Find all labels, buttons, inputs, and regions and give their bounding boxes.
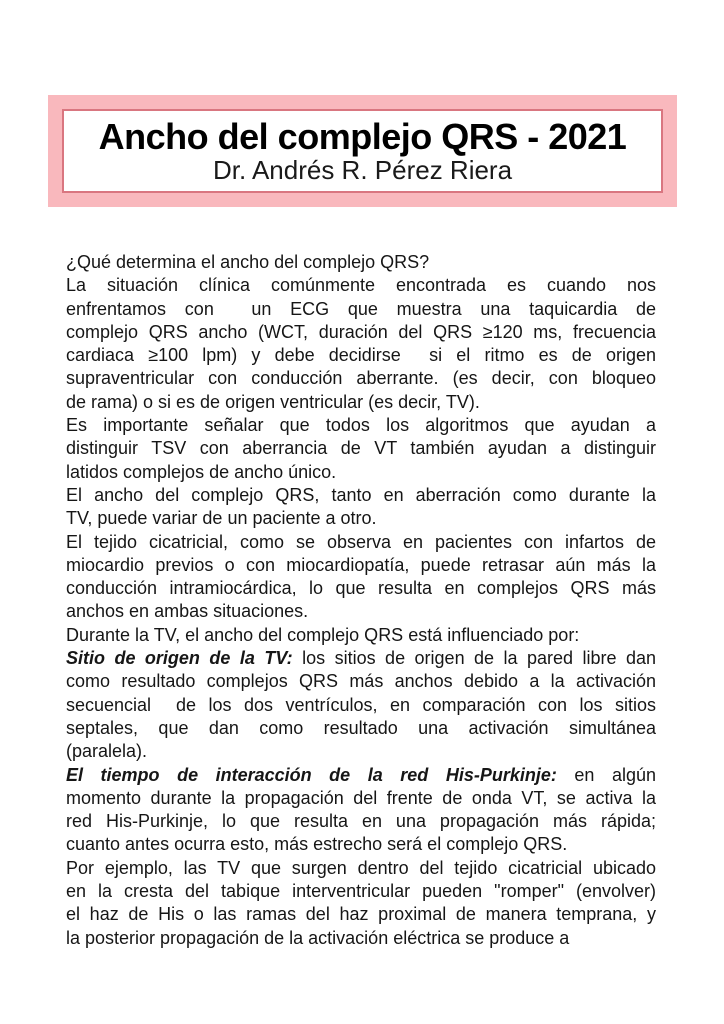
text-line bbox=[66, 624, 656, 647]
lead-in-phrase: Sitio de origen de la TV: bbox=[66, 648, 293, 669]
text-segment: ¿Qué determina el ancho del complejo QRS? bbox=[66, 252, 430, 272]
text-segment: complejo QRS ancho (WCT, duración del QRS ≥120 ms, frecuencia bbox=[66, 321, 656, 342]
text-line bbox=[66, 647, 656, 670]
text-line bbox=[66, 531, 656, 554]
text-line bbox=[66, 251, 656, 274]
text-segment: Durante la TV, el ancho del complejo QRS está influenciado por: bbox=[66, 624, 580, 645]
text-segment: El ancho del complejo QRS, tanto en aberración como durante la bbox=[66, 484, 656, 505]
text-segment: momento durante la propagación del frente de onda VT, se activa la bbox=[66, 787, 656, 808]
text-line bbox=[66, 437, 656, 460]
text-line bbox=[66, 274, 656, 297]
text-line bbox=[66, 367, 656, 390]
author-subtitle: Dr. Andrés R. Pérez Riera bbox=[212, 155, 513, 186]
text-line bbox=[66, 833, 656, 856]
text-line bbox=[66, 857, 656, 880]
text-line bbox=[66, 600, 656, 623]
text-line bbox=[66, 461, 656, 484]
text-segment: enfrentamos con un ECG que muestra una taquicardia de bbox=[66, 298, 656, 319]
text-segment: en algún bbox=[556, 764, 656, 785]
text-line bbox=[66, 717, 656, 740]
text-segment: (paralela). bbox=[66, 741, 148, 762]
text-line bbox=[66, 298, 656, 321]
text-segment: como resultado complejos QRS más anchos debido a la activación bbox=[66, 671, 656, 692]
title-box bbox=[48, 95, 677, 207]
text-segment: cardiaca ≥100 lpm) y debe decidirse si el ritmo es de origen bbox=[66, 345, 656, 366]
text-segment: la posterior propagación de la activación eléctrica se produce a bbox=[66, 927, 570, 948]
text-line bbox=[66, 670, 656, 693]
text-line bbox=[66, 740, 656, 763]
text-segment: El tejido cicatricial, como se observa en pacientes con infartos de bbox=[66, 531, 656, 552]
text-line bbox=[66, 507, 656, 530]
text-line bbox=[66, 903, 656, 926]
text-segment: Es importante señalar que todos los algoritmos que ayudan a bbox=[66, 415, 656, 436]
text-segment: los sitios de origen de la pared libre dan bbox=[292, 648, 656, 669]
text-line bbox=[66, 880, 656, 903]
text-segment: latidos complejos de ancho único. bbox=[66, 461, 337, 482]
text-line bbox=[66, 344, 656, 367]
text-line bbox=[66, 764, 656, 787]
text-segment: secuencial de los dos ventrículos, en comparación con los sitios bbox=[66, 694, 656, 715]
text-line bbox=[66, 484, 656, 507]
text-segment: de rama) o si es de origen ventricular (es decir, TV). bbox=[66, 391, 480, 412]
text-segment: cuanto antes ocurra esto, más estrecho será el complejo QRS. bbox=[66, 834, 568, 855]
text-line bbox=[66, 927, 656, 950]
text-segment: red His-Purkinje, lo que resulta en una propagación más rápida; bbox=[66, 811, 656, 832]
text-line bbox=[66, 414, 656, 437]
text-line bbox=[66, 787, 656, 810]
text-segment: miocardio previos o con miocardiopatía, puede retrasar aún más la bbox=[66, 554, 656, 575]
text-line bbox=[66, 694, 656, 717]
text-segment: distinguir TSV con aberrancia de VT también ayudan a distinguir bbox=[66, 438, 656, 459]
lead-in-phrase: El tiempo de interacción de la red His-Purkinje: bbox=[66, 764, 557, 785]
text-segment: Por ejemplo, las TV que surgen dentro del tejido cicatricial ubicado bbox=[66, 857, 656, 878]
text-segment: La situación clínica comúnmente encontrada es cuando nos bbox=[66, 275, 656, 296]
text-line bbox=[66, 810, 656, 833]
page-title: Ancho del complejo QRS - 2021 bbox=[98, 116, 627, 158]
text-segment: el haz de His o las ramas del haz proximal de manera temprana, y bbox=[66, 904, 656, 925]
text-line bbox=[66, 554, 656, 577]
text-line bbox=[66, 321, 656, 344]
body-text bbox=[66, 251, 656, 950]
text-line bbox=[66, 391, 656, 414]
text-segment: supraventricular con conducción aberrante. (es decir, con bloqueo bbox=[66, 368, 656, 389]
text-segment: anchos en ambas situaciones. bbox=[66, 601, 309, 622]
text-segment: septales, que dan como resultado una activación simultánea bbox=[66, 717, 656, 738]
text-segment: conducción intramiocárdica, lo que resulta en complejos QRS más bbox=[66, 578, 656, 599]
text-segment: en la cresta del tabique interventricular pueden "romper" (envolver) bbox=[66, 881, 656, 902]
title-box-inner bbox=[62, 109, 663, 193]
text-segment: TV, puede variar de un paciente a otro. bbox=[66, 508, 377, 529]
text-line bbox=[66, 577, 656, 600]
